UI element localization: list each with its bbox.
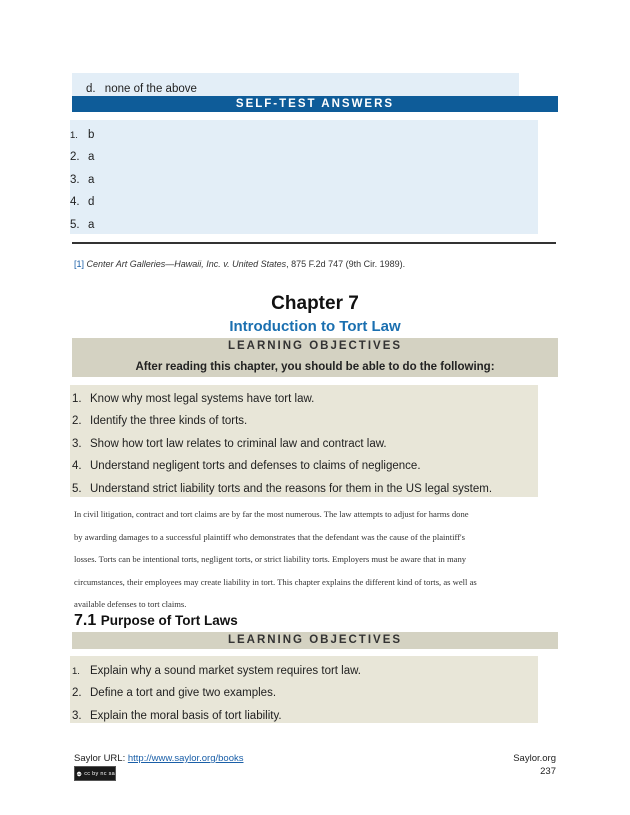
answer-value: b: [88, 129, 95, 141]
objective-text: Show how tort law relates to criminal law and contract law.: [90, 438, 387, 450]
section-heading: [74, 612, 238, 630]
objective-text: Define a tort and give two examples.: [90, 687, 277, 699]
objective-item: [72, 438, 532, 452]
answer-item: [70, 219, 170, 233]
answer-item: [70, 151, 170, 165]
objective-item: [72, 393, 532, 407]
license-badge-text: cc by nc sa: [84, 770, 115, 777]
footer-site: Saylor.org: [513, 753, 556, 764]
section-number: 7.1: [74, 612, 97, 629]
answer-num: 2.: [70, 151, 80, 163]
objective-num: 3.: [72, 710, 82, 722]
answer-num: 3.: [70, 174, 80, 186]
creative-commons-icon: [76, 768, 82, 780]
objective-text: Explain the moral basis of tort liability.: [90, 710, 282, 722]
self-test-header: SELF-TEST ANSWERS: [72, 96, 558, 112]
objective-num: 4.: [72, 460, 82, 472]
svg-text:cc: cc: [77, 771, 81, 776]
footnote-divider: [72, 242, 556, 244]
answer-value: a: [88, 219, 95, 231]
objective-item: [72, 665, 532, 679]
objective-num: 3.: [72, 438, 82, 450]
learning-objectives-intro: After reading this chapter, you should be able to do the following:: [135, 361, 495, 373]
answer-item: [70, 196, 170, 210]
answer-num: 1.: [70, 130, 78, 141]
objective-item: [72, 483, 532, 497]
answer-num: 4.: [70, 196, 80, 208]
objective-num: 1.: [72, 393, 82, 405]
objective-item: [72, 415, 532, 429]
paragraph-line: In civil litigation, contract and tort claims are by far the most numerous. The law attempts to adjust for harms done: [74, 509, 469, 519]
paragraph-line: available defenses to tort claims.: [74, 599, 187, 609]
learning-objectives-header: LEARNING OBJECTIVES: [72, 632, 558, 649]
paragraph-line: losses. Torts can be intentional torts, negligent torts, or strict liability torts. Employers must be aware that in many: [74, 554, 467, 564]
answer-item: [70, 129, 170, 143]
objective-item: [72, 687, 532, 701]
section-title: Purpose of Tort Laws: [100, 613, 238, 628]
objective-num: 2.: [72, 687, 82, 699]
footnote: [74, 259, 405, 269]
learning-objectives-header: LEARNING OBJECTIVES: [72, 338, 558, 355]
objective-item: [72, 710, 532, 724]
objective-num: 5.: [72, 483, 82, 495]
objective-text: Know why most legal systems have tort law.: [90, 393, 315, 405]
objective-text: Understand negligent torts and defenses to claims of negligence.: [90, 460, 421, 472]
footnote-citation: , 875 F.2d 747 (9th Cir. 1989).: [286, 259, 406, 269]
objective-text: Explain why a sound market system requires tort law.: [90, 665, 362, 677]
chapter-intro-paragraph: [74, 503, 554, 616]
answer-value: d: [88, 196, 95, 208]
option-letter: d.: [86, 83, 96, 95]
paragraph-line: circumstances, their employees may create liability in tort. This chapter explains the different kind of torts, as well as: [74, 576, 477, 587]
answer-num: 5.: [70, 219, 80, 231]
objective-item: [72, 460, 532, 474]
license-badge: [74, 766, 116, 781]
chapter-number: Chapter 7: [271, 293, 359, 314]
answer-value: a: [88, 174, 95, 186]
objective-text: Identify the three kinds of torts.: [90, 415, 248, 427]
footer-url-link[interactable]: http://www.saylor.org/books: [127, 753, 244, 764]
footer-url-label: Saylor URL:: [74, 753, 128, 764]
option-text: none of the above: [104, 83, 197, 95]
footer-url-line: [74, 753, 244, 764]
footnote-marker[interactable]: [1]: [74, 259, 85, 269]
paragraph-line: by awarding damages to a successful plaintiff who demonstrates that the defendant was the cause of the plaintiff's: [74, 531, 465, 542]
answer-item: [70, 174, 170, 188]
objective-num: 1.: [72, 666, 80, 677]
footer-page-number: 237: [540, 766, 556, 777]
objective-text: Understand strict liability torts and the reasons for them in the US legal system.: [90, 483, 493, 495]
objective-num: 2.: [72, 415, 82, 427]
chapter-title: Introduction to Tort Law: [229, 318, 401, 335]
footnote-case-name: Center Art Galleries—Hawaii, Inc. v. United States: [86, 259, 287, 269]
option-d: [86, 83, 197, 95]
answer-value: a: [88, 151, 95, 163]
